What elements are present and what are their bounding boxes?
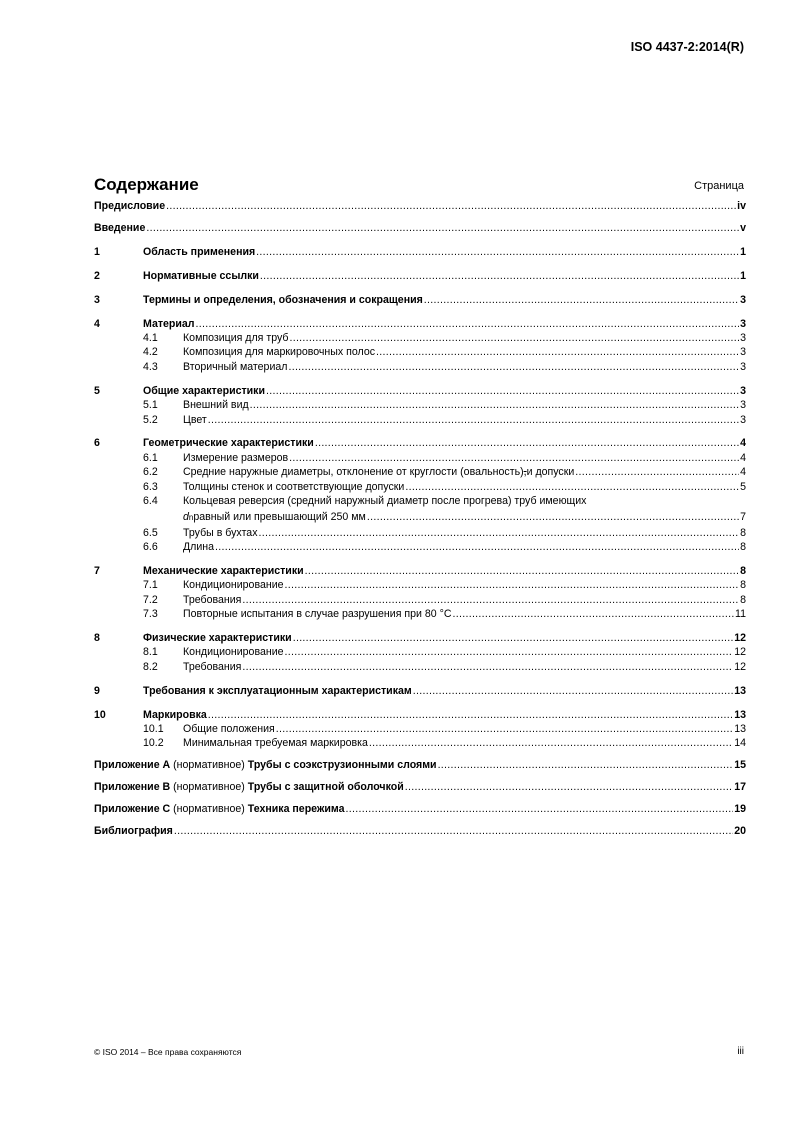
toc-entry[interactable] — [94, 317, 746, 331]
entry-title: Маркировка — [143, 708, 207, 721]
dot-leader — [242, 593, 739, 607]
subsection-number: 7.2 — [143, 593, 158, 606]
toc-subentry[interactable] — [94, 451, 746, 465]
entry-title: Общие характеристики — [143, 384, 265, 397]
entry-title-cont: и допуски — [526, 466, 575, 479]
subsection-number: 8.2 — [143, 660, 158, 673]
dot-leader — [208, 413, 739, 427]
entry-title: Кондиционирование — [183, 646, 284, 659]
entry-title: Материал — [143, 317, 195, 330]
subsection-number: 7.3 — [143, 608, 158, 621]
entry-title: Нормативные ссылки — [143, 269, 259, 282]
page-number: 13 — [734, 684, 746, 697]
struck-text: , — [523, 466, 527, 479]
toc-entry[interactable] — [94, 802, 746, 816]
entry-title: Техника пережима — [247, 803, 345, 816]
page-number: 8 — [740, 526, 746, 539]
toc-entry[interactable] — [94, 384, 746, 398]
entry-title: Трубы с соэкструзионными слоями — [247, 759, 437, 772]
page-number: 13 — [734, 722, 746, 735]
section-number: 1 — [94, 245, 100, 258]
toc-entry[interactable] — [94, 221, 746, 235]
subsection-number: 8.1 — [143, 646, 158, 659]
page-number: 5 — [740, 480, 746, 493]
entry-title: Кольцевая реверсия (средний наружный диаметр после прогрева) труб имеющих — [183, 495, 587, 508]
dot-leader — [438, 758, 734, 772]
section-number: 6 — [94, 437, 100, 450]
toc-subentry[interactable] — [94, 526, 746, 540]
variable-d: d — [183, 510, 189, 523]
page-number: 8 — [740, 593, 746, 606]
dot-leader — [289, 331, 739, 345]
toc-entry[interactable] — [94, 199, 746, 213]
annex-label: Приложение B — [94, 781, 171, 794]
section-number: 9 — [94, 684, 100, 697]
entry-title: Требования к эксплуатационным характеристикам — [143, 684, 412, 697]
dot-leader — [260, 269, 739, 283]
toc-subentry[interactable] — [94, 593, 746, 607]
toc-subentry[interactable] — [94, 465, 746, 479]
entry-title: Термины и определения, обозначения и сокращения — [143, 293, 423, 306]
subsection-number: 6.4 — [143, 495, 158, 508]
section-number: 8 — [94, 631, 100, 644]
subsection-number: 6.1 — [143, 451, 158, 464]
subsection-number: 5.2 — [143, 413, 158, 426]
entry-title: Трубы в бухтах — [183, 526, 258, 539]
dot-leader — [452, 607, 734, 621]
toc-subentry[interactable] — [94, 540, 746, 554]
subsection-number: 4.2 — [143, 346, 158, 359]
entry-title: Минимальная требуемая маркировка — [183, 737, 368, 750]
dot-leader — [369, 736, 733, 750]
page-number: 3 — [740, 332, 746, 345]
toc-entry[interactable] — [94, 758, 746, 772]
entry-title: Предисловие — [94, 200, 166, 212]
section-number: 7 — [94, 564, 100, 577]
section-number: 4 — [94, 317, 100, 330]
page-number: 8 — [740, 540, 746, 553]
annex-label: Приложение C — [94, 803, 171, 816]
page-number: 12 — [734, 631, 746, 644]
toc-entry[interactable] — [94, 293, 746, 307]
toc-subentry[interactable] — [94, 722, 746, 736]
toc-title: Содержание — [94, 175, 199, 194]
toc-entry[interactable] — [94, 631, 746, 645]
dot-leader — [256, 245, 739, 259]
subscript-n: n — [188, 512, 194, 522]
toc-entry[interactable] — [94, 245, 746, 259]
subsection-number: 6.3 — [143, 480, 158, 493]
dot-leader — [315, 436, 739, 450]
subsection-number: 4.3 — [143, 360, 158, 373]
dot-leader — [305, 564, 739, 578]
dot-leader — [285, 578, 740, 592]
page-column-label: Страница — [694, 180, 744, 192]
dot-leader — [405, 780, 733, 794]
dot-leader — [367, 509, 739, 526]
dot-leader — [293, 631, 734, 645]
page-number: 8 — [740, 579, 746, 592]
entry-title: Композиция для маркировочных полос — [183, 346, 376, 359]
dot-leader — [250, 398, 739, 412]
page-number: 15 — [734, 759, 746, 772]
toc-subentry[interactable] — [94, 645, 746, 659]
dot-leader — [266, 384, 739, 398]
subsection-number: 5.1 — [143, 399, 158, 412]
page-number: 3 — [740, 293, 746, 306]
entry-title: Длина — [183, 540, 215, 553]
toc-subentry[interactable] — [94, 331, 746, 345]
entry-title-line2: равный или превышающий 250 мм — [193, 510, 366, 523]
entry-title: Общие положения — [183, 722, 275, 735]
footer-page-number: iii — [737, 1046, 744, 1057]
dot-leader — [424, 293, 739, 307]
section-number: 2 — [94, 269, 100, 282]
entry-title: Введение — [94, 222, 146, 234]
section-number: 5 — [94, 384, 100, 397]
page-number: 17 — [734, 781, 746, 794]
page-number: 8 — [740, 564, 746, 577]
subsection-number: 10.1 — [143, 722, 164, 735]
page-number: 1 — [740, 269, 746, 282]
toc-entry[interactable] — [94, 684, 746, 698]
page-number: 4 — [740, 466, 746, 479]
toc-entry[interactable] — [94, 824, 746, 838]
page-number: 1 — [740, 245, 746, 258]
entry-title: Измерение размеров — [183, 451, 289, 464]
toc-subentry[interactable] — [94, 480, 746, 494]
dot-leader — [242, 660, 733, 674]
page-number: 4 — [740, 437, 746, 450]
dot-leader — [174, 824, 733, 838]
page-number: iv — [737, 200, 746, 212]
page-number: 3 — [740, 384, 746, 397]
page-number: 14 — [734, 737, 746, 750]
toc-subentry[interactable] — [94, 398, 746, 412]
entry-title: Область применения — [143, 245, 256, 258]
page-number: 3 — [740, 399, 746, 412]
section-number: 10 — [94, 708, 106, 721]
subsection-number: 4.1 — [143, 332, 158, 345]
entry-title: Механические характеристики — [143, 564, 304, 577]
toc-subentry[interactable] — [94, 413, 746, 427]
subsection-number: 7.1 — [143, 579, 158, 592]
dot-leader — [166, 199, 736, 213]
dot-leader — [285, 645, 734, 659]
toc-subentry[interactable] — [94, 578, 746, 592]
entry-title: Композиция для труб — [183, 332, 289, 345]
annex-kind: (нормативное) — [173, 803, 245, 816]
page-number: 3 — [740, 317, 746, 330]
footer-copyright: © ISO 2014 – Все права сохраняются — [94, 1047, 242, 1057]
entry-title: Вторичный материал — [183, 360, 288, 373]
dot-leader — [376, 345, 739, 359]
page-number: 11 — [735, 608, 746, 621]
page-number: v — [740, 222, 746, 234]
dot-leader — [346, 802, 734, 816]
subsection-number: 6.2 — [143, 466, 158, 479]
toc-subentry[interactable] — [94, 360, 746, 374]
toc-subentry[interactable] — [94, 345, 746, 359]
toc-entry[interactable] — [94, 708, 746, 722]
dot-leader — [215, 540, 739, 554]
entry-title: Трубы с защитной оболочкой — [247, 781, 404, 794]
toc-entry[interactable] — [94, 436, 746, 450]
entry-title: Библиография — [94, 825, 173, 838]
toc-subentry[interactable] — [94, 736, 746, 750]
entry-title: Внешний вид — [183, 399, 249, 412]
entry-title: Кондиционирование — [183, 579, 284, 592]
dot-leader — [413, 684, 733, 698]
subsection-number: 6.5 — [143, 526, 158, 539]
entry-title: Требования — [183, 593, 242, 606]
page-number: 19 — [734, 803, 746, 816]
annex-label: Приложение A — [94, 759, 171, 772]
dot-leader — [288, 360, 739, 374]
toc-subentry[interactable] — [94, 660, 746, 674]
dot-leader — [196, 317, 740, 331]
table-of-contents — [94, 199, 746, 839]
dot-leader — [208, 708, 733, 722]
document-id: ISO 4437-2:2014(R) — [630, 40, 744, 54]
toc-subentry[interactable] — [94, 607, 746, 621]
annex-kind: (нормативное) — [173, 759, 245, 772]
page-number: 12 — [734, 646, 746, 659]
entry-title: Физические характеристики — [143, 631, 292, 644]
toc-entry[interactable] — [94, 780, 746, 794]
page-number: 7 — [740, 510, 746, 523]
section-number: 3 — [94, 293, 100, 306]
page-number: 12 — [734, 660, 746, 673]
dot-leader — [405, 480, 739, 494]
page-number: 20 — [734, 825, 746, 838]
page-number: 3 — [740, 346, 746, 359]
entry-title: Толщины стенок и соответствующие допуски — [183, 480, 405, 493]
dot-leader — [276, 722, 733, 736]
entry-title: Требования — [183, 660, 242, 673]
annex-kind: (нормативное) — [173, 781, 245, 794]
subsection-number: 6.6 — [143, 540, 158, 553]
dot-leader — [289, 451, 739, 465]
toc-subentry[interactable] — [94, 494, 746, 508]
page-number: 4 — [740, 451, 746, 464]
dot-leader — [146, 221, 739, 235]
subsection-number: 10.2 — [143, 737, 164, 750]
entry-title: Геометрические характеристики — [143, 437, 314, 450]
toc-subentry-cont[interactable] — [183, 509, 746, 526]
page-number: 3 — [740, 413, 746, 426]
dot-leader — [259, 526, 740, 540]
entry-title: Средние наружные диаметры, отклонение от круглости (овальность) — [183, 466, 524, 479]
page-number: 3 — [740, 360, 746, 373]
page-number: 13 — [734, 708, 746, 721]
toc-entry[interactable] — [94, 269, 746, 283]
dot-leader — [575, 465, 739, 479]
entry-title: Повторные испытания в случае разрушения при 80 °C — [183, 608, 452, 621]
toc-entry[interactable] — [94, 564, 746, 578]
entry-title: Цвет — [183, 413, 207, 426]
